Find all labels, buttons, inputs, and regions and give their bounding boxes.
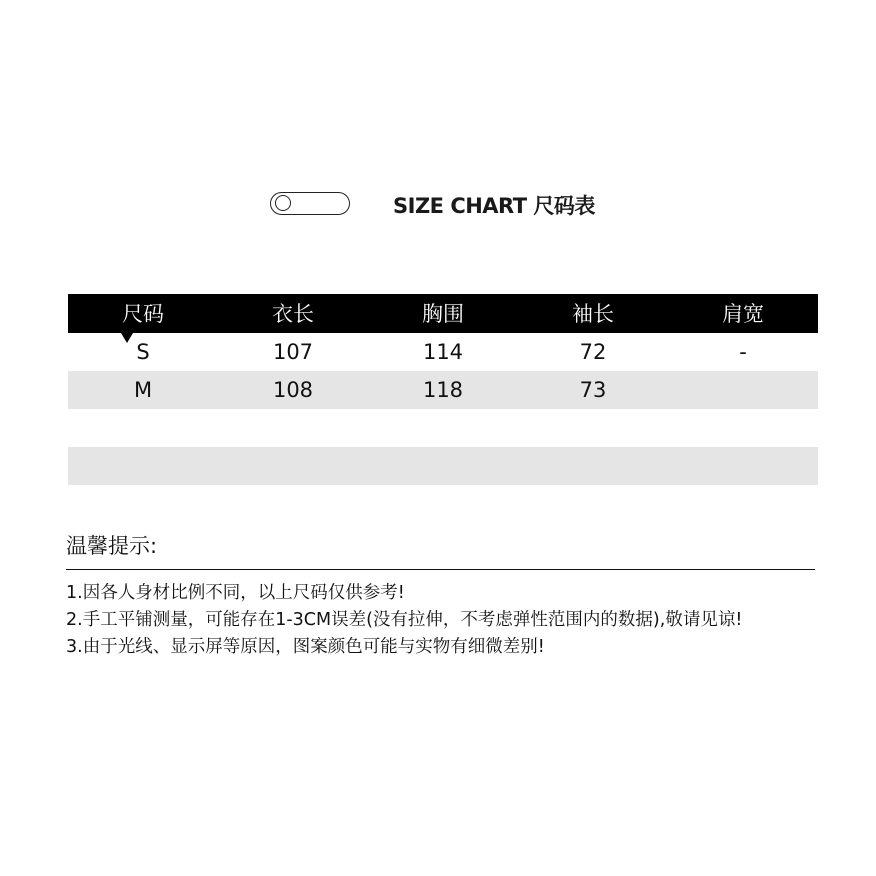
column-header-shoulder: 肩宽 [722,301,764,326]
table-cell: 72 [579,340,607,364]
toggle-decoration [270,192,350,215]
column-header-size: 尺码 [122,301,164,326]
table-row [68,447,818,485]
page-title: SIZE CHART 尺码表 [393,194,595,218]
table-cell: S [136,340,150,364]
table-cell: 108 [272,378,314,402]
table-cell: 114 [422,340,464,364]
list-item: 3.由于光线、显示屏等原因，图案颜色可能与实物有细微差别! [66,637,545,657]
tips-list [66,580,846,661]
divider [66,569,815,570]
table-row [68,333,818,371]
table-cell: 73 [579,378,607,402]
column-header-length: 衣长 [272,301,314,326]
size-table [68,294,818,485]
tips-heading: 温馨提示: [66,534,158,558]
table-cell: M [133,378,153,402]
table-header-row [68,294,818,333]
toggle-knob-icon [275,195,291,211]
column-header-sleeve: 袖长 [572,301,614,326]
table-cell: - [739,340,747,364]
pointer-triangle-icon [121,333,133,343]
list-item: 2.手工平铺测量，可能存在1-3CM误差(没有拉伸，不考虑弹性范围内的数据),敬请见谅! [66,610,743,630]
table-row [68,371,818,409]
column-header-chest: 胸围 [422,301,464,326]
table-cell: 107 [272,340,314,364]
table-row [68,409,818,447]
table-cell: 118 [422,378,464,402]
list-item: 1.因各人身材比例不同，以上尺码仅供参考! [66,583,405,603]
